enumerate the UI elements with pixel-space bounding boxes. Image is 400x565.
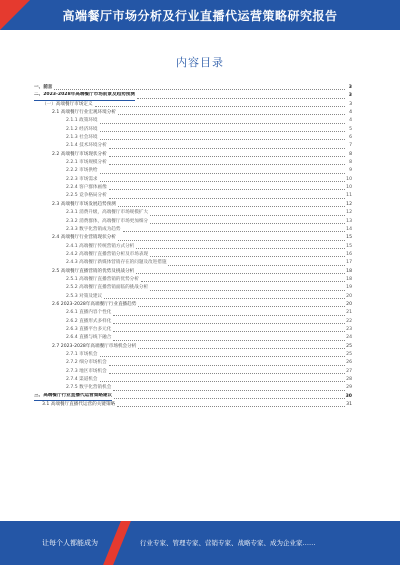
toc-dot-leader	[150, 256, 345, 257]
toc-dot-leader	[114, 398, 344, 399]
toc-entry[interactable]	[34, 92, 352, 100]
toc-dot-leader	[100, 131, 345, 132]
toc-entry[interactable]	[34, 134, 352, 142]
toc-entry-label: 2.7 2023-2028年高端餐厅市场机会分析	[52, 343, 137, 349]
toc-entry-page: 20	[346, 293, 352, 299]
toc-entry[interactable]	[34, 259, 352, 267]
toc-entry-page: 30	[345, 393, 352, 399]
toc-dot-leader	[100, 381, 345, 382]
toc-entry-label: 2.3.2 消费群体，高端餐厅市场更加细分	[66, 218, 149, 224]
toc-entry[interactable]	[34, 368, 352, 376]
toc-entry-label: 2.7.1 市场机会	[66, 352, 98, 357]
toc-entry-label: 2.5.2 高端餐厅直播营销面临的挑战分析	[66, 285, 149, 291]
toc-entry-page: 11	[346, 193, 352, 199]
toc-entry-label: 2.7.3 地区市场机会	[66, 368, 107, 374]
toc-entry[interactable]	[34, 326, 352, 334]
toc-entry-page: 26	[346, 360, 352, 366]
toc-entry-page: 10	[346, 176, 352, 182]
toc-entry-page: 4	[349, 118, 352, 124]
footer-slogan-left: 让每个人都能成为	[42, 539, 98, 547]
toc-entry[interactable]	[34, 393, 352, 401]
toc-entry-label: 2.5 高端餐厅直播营销的优势及挑战分析	[52, 268, 135, 274]
toc-entry-label: 2.7.5 数字化营销机会	[66, 385, 112, 391]
toc-entry[interactable]	[34, 309, 352, 317]
toc-entry-label: 2.2.4 客户群体画像	[66, 185, 107, 191]
toc-entry-page: 27	[346, 368, 352, 374]
toc-dot-leader	[113, 323, 345, 324]
toc-entry-label: 2.1.3 社会环境	[66, 135, 98, 141]
toc-dot-leader	[100, 173, 345, 174]
toc-dot-leader	[150, 215, 345, 216]
toc-dot-leader	[138, 306, 345, 307]
toc-entry-label: 2.7.4 渠道机会	[66, 377, 98, 383]
toc-entry[interactable]	[34, 384, 352, 392]
toc-entry[interactable]	[34, 376, 352, 384]
toc-entry-page: 21	[346, 310, 352, 316]
toc-dot-leader	[113, 315, 345, 316]
toc-entry-page: 10	[346, 185, 352, 191]
toc-dot-leader	[113, 340, 345, 341]
toc-dot-leader	[95, 106, 345, 107]
toc-entry-page: 3	[348, 85, 352, 90]
toc-entry-label: 2.4.3 高端餐厅新媒体营销存在的问题及改进措施	[66, 260, 167, 266]
toc-entry[interactable]	[34, 251, 352, 259]
toc-entry[interactable]	[34, 159, 352, 167]
toc-dot-leader	[109, 189, 345, 190]
toc-entry-label: 一、前言	[34, 85, 53, 90]
toc-entry-label: 2.2 高端餐厅市场现状分析	[52, 151, 107, 157]
toc-entry[interactable]	[34, 318, 352, 326]
toc-heading: 内容目录	[176, 56, 224, 69]
toc-entry[interactable]	[34, 401, 352, 409]
toc-entry[interactable]	[34, 209, 352, 217]
toc-entry-label: 2.5.1 高端餐厅直播营销的优势分析	[66, 276, 139, 282]
toc-dot-leader	[123, 231, 346, 232]
toc-dot-leader	[118, 206, 345, 207]
toc-entry-page: 13	[346, 218, 352, 224]
toc-entry-label: 2.4 高端餐厅行业营销现状分析	[52, 235, 116, 241]
toc-entry-page: 24	[346, 335, 352, 341]
report-header	[0, 0, 400, 30]
toc-entry-page: 17	[346, 260, 352, 266]
toc-entry[interactable]	[34, 201, 352, 209]
toc-entry-page: 23	[346, 326, 352, 332]
toc-entry-page: 9	[349, 168, 352, 174]
toc-entry-page: 4	[349, 110, 352, 116]
toc-entry-page: 8	[349, 151, 352, 157]
toc-entry-label: 2.6.1 直播内容个性化	[66, 310, 112, 316]
toc-dot-leader	[141, 281, 345, 282]
toc-dot-leader	[118, 114, 345, 115]
toc-entry-page: 28	[346, 377, 352, 383]
toc-entry-label: 二、2023-2028年高端餐厅市场前景及趋势预测	[34, 92, 135, 100]
toc-entry[interactable]	[34, 218, 352, 226]
toc-entry-label: 2.1.2 经济环境	[66, 126, 98, 132]
toc-entry[interactable]	[34, 126, 352, 134]
toc-dot-leader	[100, 181, 345, 182]
toc-dot-leader	[109, 148, 345, 149]
toc-dot-leader	[109, 156, 345, 157]
toc-entry-page: 20	[346, 301, 352, 307]
toc-entry[interactable]	[34, 176, 352, 184]
toc-entry-label: 2.2.1 市场规模分析	[66, 160, 107, 166]
report-title: 高端餐厅市场分析及行业直播代运营策略研究报告	[62, 8, 338, 23]
toc-entry[interactable]	[34, 351, 352, 359]
toc-dot-leader	[100, 123, 345, 124]
toc-entry-label: （一）高端餐厅市场定义	[42, 101, 93, 107]
toc-entry-page: 16	[346, 251, 352, 257]
toc-entry-page: 18	[346, 268, 352, 274]
toc-dot-leader	[136, 273, 345, 274]
toc-entry-label: 2.5.3 对策及建议	[66, 293, 103, 299]
footer-red-slash	[103, 521, 131, 565]
header-red-corner	[0, 0, 30, 30]
toc-entry[interactable]	[34, 84, 352, 92]
toc-entry-page: 12	[346, 210, 352, 216]
toc-entry[interactable]	[34, 101, 352, 109]
toc-entry-label: 2.7.2 细分市场机会	[66, 360, 107, 366]
toc-entry-page: 14	[346, 226, 352, 232]
toc-entry-page: 5	[349, 126, 352, 132]
toc-entry-page: 25	[346, 343, 352, 349]
toc-dot-leader	[109, 373, 345, 374]
toc-entry-page: 19	[346, 285, 352, 291]
toc-entry-label: 2.6.4 直播与线下融合	[66, 335, 112, 341]
toc-dot-leader	[150, 223, 345, 224]
toc-dot-leader	[109, 365, 345, 366]
toc-entry[interactable]	[34, 284, 352, 292]
toc-entry-label: 2.1 高端餐厅行业宏观环境分析	[52, 110, 116, 116]
toc-entry-page: 29	[346, 385, 352, 391]
toc-entry[interactable]	[34, 226, 352, 234]
toc-entry-page: 12	[346, 201, 352, 207]
toc-entry[interactable]	[34, 276, 352, 284]
toc-entry[interactable]	[34, 343, 352, 351]
toc-dot-leader	[104, 298, 345, 299]
toc-dot-leader	[113, 331, 345, 332]
toc-entry-label: 2.1.4 技术环境分析	[66, 143, 107, 149]
toc-entry-label: 2.2.3 市场需求	[66, 176, 98, 182]
toc-entry-label: 2.6.2 直播形式多样化	[66, 318, 112, 324]
toc-entry[interactable]	[34, 234, 352, 242]
toc-entry-page: 8	[349, 160, 352, 166]
toc-entry-label: 2.4.2 高端餐厅直播营销分析及市场表现	[66, 251, 149, 257]
toc-entry-label: 2.6 2023-2028年高端餐厅行业直播趋势	[52, 301, 137, 307]
toc-entry[interactable]	[34, 117, 352, 125]
toc-entry[interactable]	[34, 359, 352, 367]
footer-slogan-right: 行业专家、管理专家、营销专家、战略专家、成为企业家……	[140, 539, 316, 547]
toc-entry-label: 3.1 高端餐厅直播代运营的关键策略	[42, 402, 116, 408]
toc-dot-leader	[136, 248, 345, 249]
toc-dot-leader	[109, 164, 345, 165]
toc-entry-label: 三、高端餐厅行业直播代运营策略建议	[34, 393, 112, 401]
toc-entry-page: 31	[346, 402, 352, 408]
toc-entry-label: 2.3 高端餐厅市场发展趋势预测	[52, 201, 116, 207]
toc-dot-leader	[138, 348, 345, 349]
toc-entry-label: 2.2.5 竞争格局分析	[66, 193, 107, 199]
toc-dot-leader	[150, 290, 345, 291]
toc-entry-page: 3	[348, 93, 352, 99]
toc-dot-leader	[137, 98, 345, 99]
toc-dot-leader	[100, 356, 345, 357]
toc-entry[interactable]	[34, 192, 352, 200]
toc-entry[interactable]	[34, 184, 352, 192]
toc-entry-page: 15	[346, 235, 352, 241]
toc-dot-leader	[168, 265, 345, 266]
toc-entry[interactable]	[34, 167, 352, 175]
toc-entry[interactable]	[34, 151, 352, 159]
toc-dot-leader	[113, 390, 345, 391]
toc-entry[interactable]	[34, 268, 352, 276]
toc-dot-leader	[109, 198, 345, 199]
toc-entry[interactable]	[34, 293, 352, 301]
toc-entry-page: 15	[346, 243, 352, 249]
toc-entry-page: 3	[349, 101, 352, 107]
toc-entry-page: 7	[349, 143, 352, 149]
table-of-contents	[34, 84, 352, 409]
toc-entry-page: 25	[346, 352, 352, 357]
toc-entry[interactable]	[34, 109, 352, 117]
toc-dot-leader	[54, 89, 345, 90]
toc-entry-label: 2.4.1 高端餐厅传统营销方式分析	[66, 243, 135, 249]
toc-entry[interactable]	[34, 334, 352, 342]
toc-entry-page: 6	[349, 135, 352, 141]
toc-entry[interactable]	[34, 301, 352, 309]
toc-dot-leader	[118, 240, 345, 241]
toc-dot-leader	[117, 406, 345, 407]
toc-dot-leader	[100, 139, 345, 140]
toc-entry-page: 22	[346, 318, 352, 324]
toc-entry-label: 2.3.1 消费升级，高端餐厅市场规模扩大	[66, 210, 149, 216]
toc-entry[interactable]	[34, 142, 352, 150]
toc-entry-label: 2.6.3 直播平台多元化	[66, 326, 112, 332]
report-footer	[0, 521, 400, 565]
toc-entry[interactable]	[34, 243, 352, 251]
toc-entry-label: 2.3.3 数字化营销成为趋势	[66, 226, 121, 232]
toc-entry-label: 2.1.1 政策环境	[66, 118, 98, 124]
toc-entry-label: 2.2.2 市场供给	[66, 168, 98, 174]
toc-entry-page: 18	[346, 276, 352, 282]
